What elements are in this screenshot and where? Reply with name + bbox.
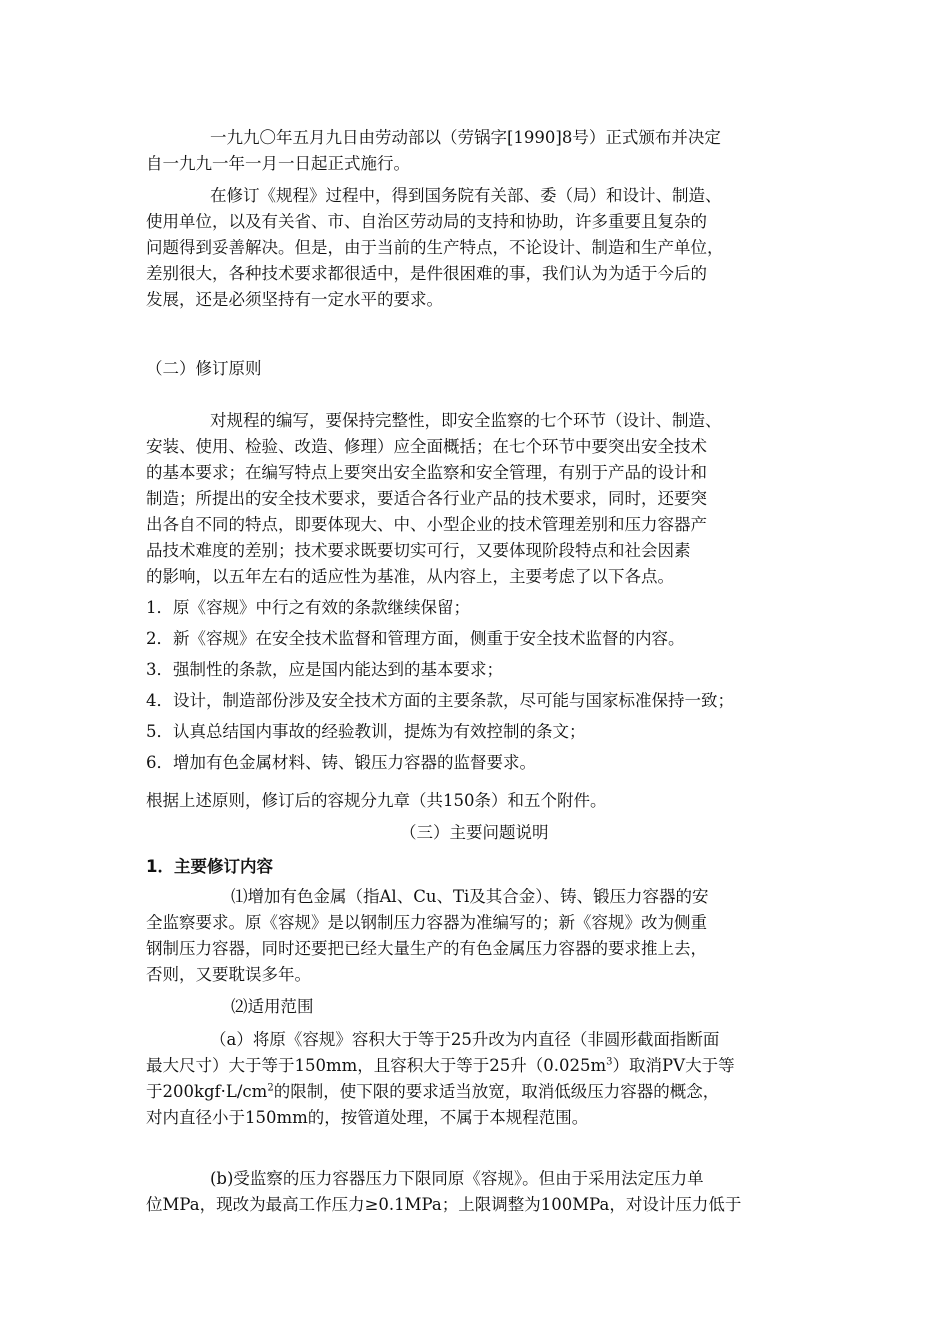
text-line: 于$200kgf\cdot L/cm^2$的限制，使下限的要求适当放宽，取消低级压力容器的概念，	[146, 1082, 720, 1101]
text-line: 最大尺寸）大于等于150mm，且容积大于等于25升$(0.025m^3)$取消PV大于等	[146, 1056, 735, 1075]
text-line: ⑴增加有色金属（指Al、Cu、Ti及其合金）、铸、锻压力容器的安	[231, 887, 709, 906]
text-line: 制造；所提出的安全技术要求，要适合各行业产品的技术要求，同时，还要突	[146, 489, 707, 508]
text-line: (b)受监察的压力容器压力下限同原《容规》。但由于采用法定压力单	[210, 1169, 704, 1188]
list-item: 5．认真总结国内事故的经验教训，提炼为有效控制的条文；	[146, 722, 586, 741]
list-item: 1．原《容规》中行之有效的条款继续保留；	[146, 598, 470, 617]
text-line: 的基本要求；在编写特点上要突出安全监察和安全管理，有别于产品的设计和	[146, 463, 707, 482]
list-item: 2．新《容规》在安全技术监督和管理方面，侧重于安全技术监督的内容。	[146, 629, 685, 648]
text-line: 在修订《规程》过程中，得到国务院有关部、委（局）和设计、制造、	[210, 186, 722, 205]
list-item: 4．设计，制造部份涉及安全技术方面的主要条款，尽可能与国家标准保持一致；	[146, 691, 734, 710]
text-line: 差别很大，各种技术要求都很适中，是件很困难的事，我们认为为适于今后的	[146, 264, 707, 283]
text-line: 位MPa，现改为最高工作压力≥0.1MPa；上限调整为100MPa，对设计压力低于	[146, 1195, 742, 1214]
text-line: 对内直径小于150mm的，按管道处理，不属于本规程范围。	[146, 1108, 589, 1127]
text-line: 安装、使用、检验、改造、修理）应全面概括；在七个环节中要突出安全技术	[146, 437, 707, 456]
text-line: （a）将原《容规》容积大于等于25升改为内直径（非圆形截面指断面	[210, 1030, 720, 1049]
subsection-heading-main-revisions: 1．主要修订内容	[146, 857, 273, 876]
summary-line: 根据上述原则，修订后的容规分九章（共150条）和五个附件。	[146, 791, 607, 810]
text-line: 钢制压力容器，同时还要把已经大量生产的有色金属压力容器的要求推上去，	[146, 939, 707, 958]
text-line: 一九九〇年五月九日由劳动部以（劳锅字[1990]8号）正式颁布并决定	[210, 128, 721, 147]
text-line: 使用单位，以及有关省、市、自治区劳动局的支持和协助，许多重要且复杂的	[146, 212, 707, 231]
text-line: 对规程的编写，要保持完整性，即安全监察的七个环节（设计、制造、	[210, 411, 722, 430]
text-line: 的影响，以五年左右的适应性为基准，从内容上，主要考虑了以下各点。	[146, 567, 674, 586]
text-line: 发展，还是必须坚持有一定水平的要求。	[146, 290, 443, 309]
text-line: 否则，又要耽误多年。	[146, 965, 311, 984]
text-line: 全监察要求。原《容规》是以钢制压力容器为准编写的；新《容规》改为侧重	[146, 913, 707, 932]
list-item: 6．增加有色金属材料、铸、锻压力容器的监督要求。	[146, 753, 536, 772]
text-line: 品技术难度的差别；技术要求既要切实可行，又要体现阶段特点和社会因素	[146, 541, 691, 560]
subheading-scope: ⑵适用范围	[231, 997, 314, 1016]
section-heading-revision-principles: （二）修订原则	[146, 359, 262, 378]
section-heading-main-issues: （三）主要问题说明	[400, 823, 549, 842]
text-line: 问题得到妥善解决。但是，由于当前的生产特点，不论设计、制造和生产单位，	[146, 238, 724, 257]
text-line: 出各自不同的特点，即要体现大、中、小型企业的技术管理差别和压力容器产	[146, 515, 707, 534]
list-item: 3．强制性的条款，应是国内能达到的基本要求；	[146, 660, 503, 679]
text-line: 自一九九一年一月一日起正式施行。	[146, 154, 410, 173]
